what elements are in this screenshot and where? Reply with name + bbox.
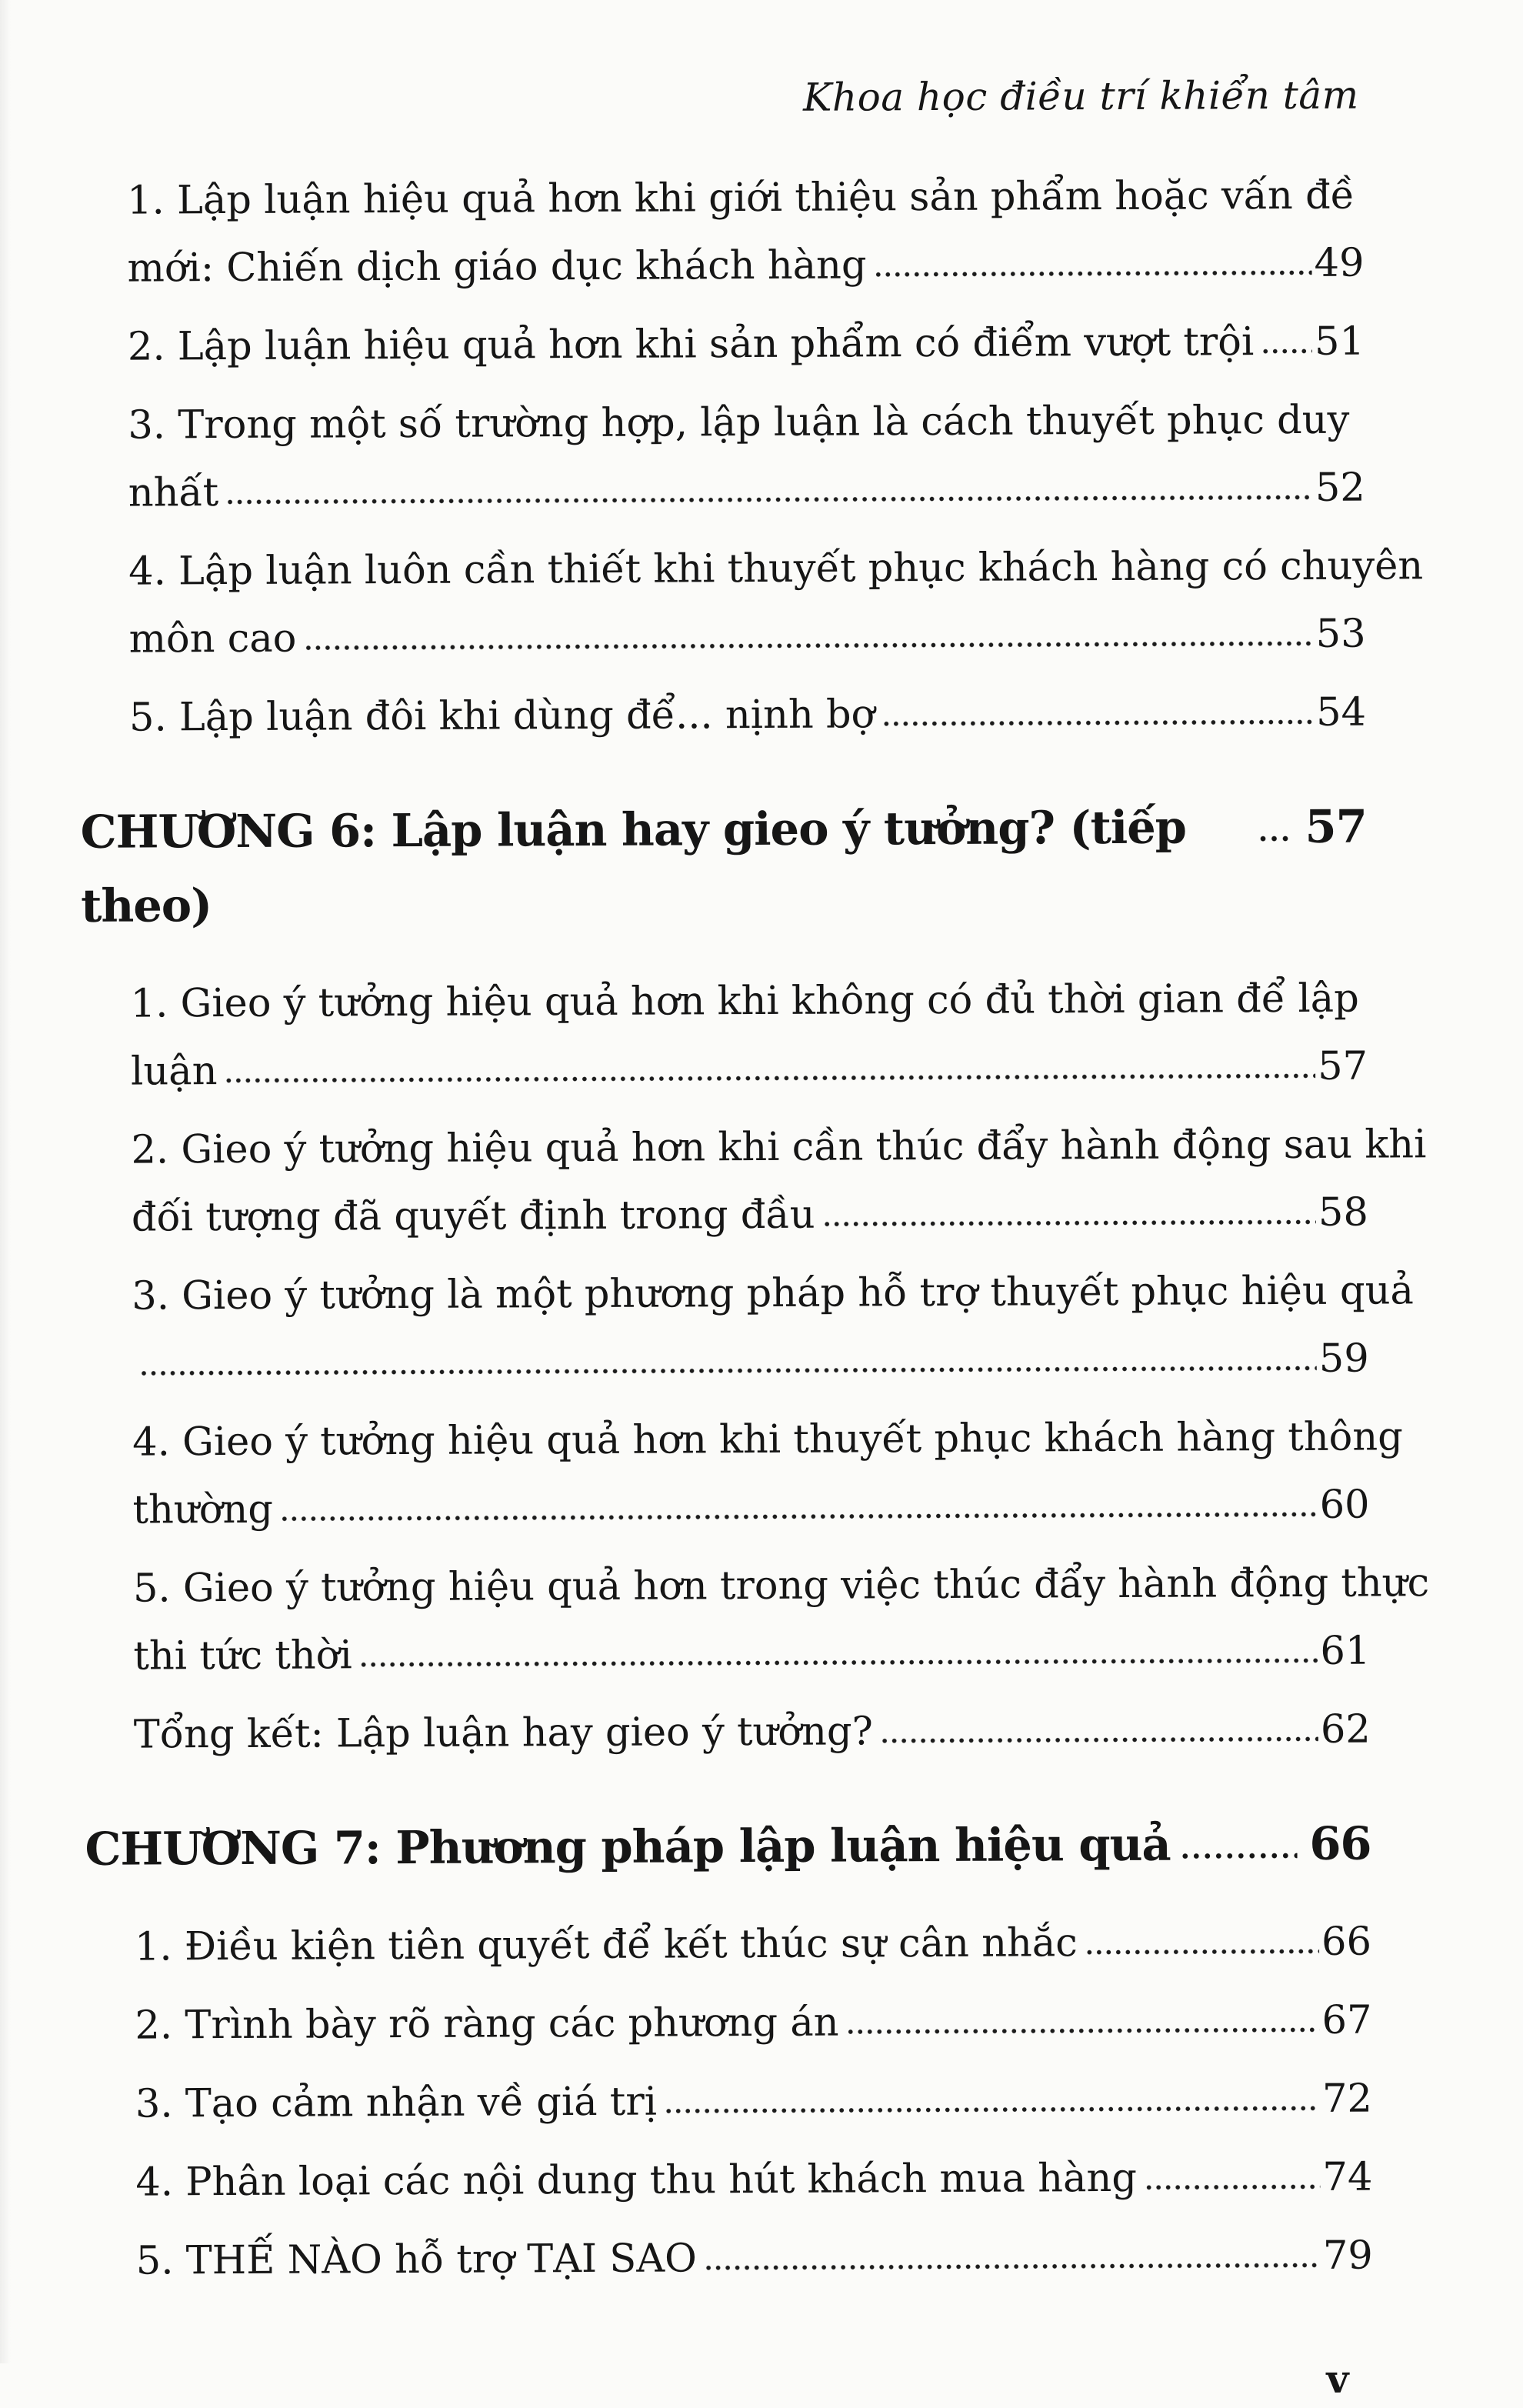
toc-item (135, 2144, 1372, 2217)
toc-entry-line (135, 2144, 1372, 2217)
dot-leader (1085, 1948, 1319, 1956)
running-header: Khoa học điều trí khiển tâm (802, 72, 1359, 120)
toc-entry-line (127, 230, 1364, 303)
toc-page-number: 62 (1320, 1706, 1371, 1753)
toc-entry-line (128, 455, 1365, 528)
toc-entry-line (134, 1696, 1371, 1769)
toc-item (128, 309, 1365, 382)
toc-page-number: 74 (1322, 2154, 1373, 2200)
toc-item (135, 2066, 1372, 2139)
toc-entry-text: 5. Gieo ý tưởng hiệu quả hơn trong việc thúc đẩy hành động thực (132, 1560, 1430, 1612)
toc-entry-text: 4. Gieo ý tưởng hiệu quả hơn khi thuyết phục khách hàng thông (132, 1414, 1403, 1466)
toc-entry-text: Tổng kết: Lập luận hay gieo ý tưởng? (133, 1709, 874, 1758)
dot-leader (704, 2262, 1321, 2271)
dot-leader (874, 269, 1312, 278)
toc-entry-text: 2. Gieo ý tưởng hiệu quả hơn khi cần thúc đẩy hành động sau khi (131, 1122, 1427, 1173)
dot-leader (1180, 1852, 1298, 1860)
toc-item (136, 2223, 1373, 2296)
dot-leader (139, 1365, 1317, 1377)
dot-leader (846, 2026, 1320, 2036)
dot-leader (303, 640, 1313, 652)
toc-page-number: 79 (1322, 2233, 1373, 2279)
toc-page-number: 57 (1318, 1043, 1368, 1089)
toc-page-number: 54 (1316, 689, 1367, 735)
toc-page-number: 53 (1315, 611, 1366, 657)
chapter-page-number: 66 (1309, 1816, 1371, 1870)
dot-leader (1144, 2183, 1321, 2191)
toc-page-number: 52 (1315, 465, 1365, 511)
toc-entry-text: 1. Lập luận hiệu quả hơn khi giới thiệu sản phẩm hoặc vấn đề (127, 172, 1355, 224)
toc-entry-text: mới: Chiến dịch giáo dục khách hàng (127, 242, 867, 292)
toc-entry-text: 2. Trình bày rõ ràng các phương án (135, 1999, 839, 2049)
toc-page-number: 51 (1314, 319, 1365, 365)
toc-entry-text: 1. Điều kiện tiên quyết để kết thúc sự cân nhắc (134, 1920, 1078, 1970)
toc-entry-text: môn cao (128, 615, 297, 662)
toc-page-number: 49 (1314, 240, 1365, 286)
chapter-title: CHƯƠNG 7: Phương pháp lập luận hiệu quả (85, 1817, 1171, 1876)
toc-page-number: 60 (1319, 1482, 1370, 1528)
toc-entry-text: 4. Phân loại các nội dung thu hút khách mua hàng (135, 2155, 1138, 2206)
toc-page-number: 58 (1318, 1189, 1369, 1236)
toc-item (127, 162, 1365, 303)
chapter-title: CHƯƠNG 6: Lập luận hay gieo ý tưởng? (tiếp theo) (80, 800, 1187, 932)
toc-page-number: 66 (1321, 1919, 1372, 1965)
toc-entry-line (135, 1987, 1371, 2060)
toc-entry-text: thường (132, 1486, 274, 1533)
toc-entry-line (131, 1033, 1368, 1106)
dot-leader (225, 494, 1313, 505)
toc-item (135, 1909, 1371, 1982)
toc-entry-line (135, 1909, 1371, 1982)
toc-entry-line (128, 601, 1365, 674)
toc-entry-text: 2. Lập luận hiệu quả hơn khi sản phẩm có điểm vượt trội (127, 319, 1255, 370)
toc-entry-text: 3. Trong một số trường hợp, lập luận là cách thuyết phục duy (128, 397, 1350, 449)
toc-item (132, 1550, 1430, 1691)
page-number: v (1326, 2356, 1349, 2402)
toc-entry-line (129, 679, 1366, 752)
toc-entry-line (132, 1472, 1369, 1545)
dot-leader (280, 1511, 1318, 1523)
dot-leader (881, 719, 1314, 727)
toc-entry-text: 5. Lập luận đôi khi dùng để... nịnh bợ (128, 692, 875, 741)
chapter-page-number: 57 (1305, 799, 1367, 853)
toc-item (128, 533, 1424, 674)
toc-page-number: 61 (1320, 1628, 1371, 1674)
toc-entry-line (132, 1179, 1368, 1252)
toc-page-number: 67 (1321, 1997, 1372, 2043)
toc-entry-text: thi tức thời (133, 1633, 352, 1679)
toc-entry-line (128, 309, 1365, 382)
toc-entry-text: 3. Tạo cảm nhận về giá trị (135, 2079, 658, 2127)
toc-entry-text: 5. THẾ NÀO hỗ trợ TẠI SAO (135, 2236, 698, 2284)
toc-page-number: 59 (1318, 1336, 1369, 1382)
toc-item (131, 1112, 1427, 1252)
dot-leader (359, 1657, 1318, 1668)
dot-leader (880, 1736, 1318, 1744)
toc-item (128, 387, 1365, 528)
dot-leader (1261, 348, 1312, 355)
dot-leader (225, 1072, 1316, 1084)
toc-item (135, 1987, 1371, 2060)
chapter-heading (81, 790, 1368, 943)
toc-entry-line (132, 1326, 1369, 1399)
toc-entry-text: 3. Gieo ý tưởng là một phương pháp hỗ trợ thuyết phục hiệu quả (132, 1268, 1415, 1319)
table-of-contents (78, 162, 1430, 2296)
toc-page-number: 72 (1321, 2076, 1373, 2122)
toc-entry-line (135, 2066, 1372, 2139)
toc-entry-text: nhất (128, 470, 219, 516)
toc-item (130, 966, 1368, 1106)
dot-leader (822, 1219, 1316, 1228)
dot-leader (1258, 835, 1293, 842)
toc-item (132, 1404, 1403, 1545)
toc-entry-text: luận (130, 1049, 218, 1095)
toc-item (129, 679, 1366, 752)
toc-entry-text: đối tượng đã quyết định trong đầu (131, 1192, 815, 1241)
dot-leader (664, 2105, 1320, 2115)
toc-entry-text: 4. Lập luận luôn cần thiết khi thuyết phục khách hàng có chuyên (128, 543, 1424, 595)
toc-entry-line (133, 1618, 1370, 1691)
toc-entry-text: 1. Gieo ý tưởng hiệu quả hơn khi không có đủ thời gian để lập (130, 976, 1359, 1027)
toc-item (134, 1696, 1371, 1769)
toc-entry-line (136, 2223, 1373, 2296)
toc-item (132, 1258, 1415, 1399)
chapter-heading (85, 1807, 1371, 1886)
